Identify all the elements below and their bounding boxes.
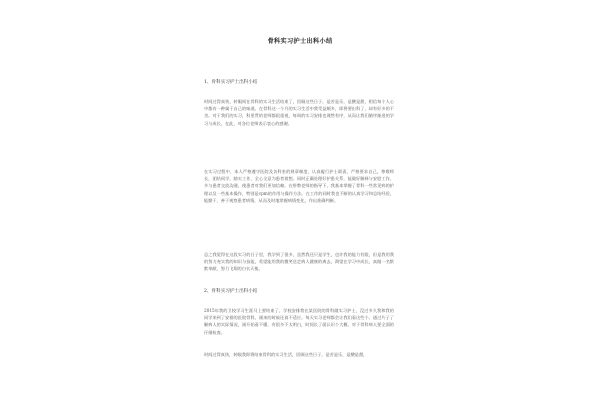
- section-heading-1: 1、骨科实习护士出科小结: [204, 80, 258, 85]
- paragraph-3: 总之我觉得在这段实习的日子里，我学到了很多，虽然我还只是学生，也许我的能力有限，但是我用我的努力充实我的知识与技能，希望能用我的微笑送走病人健康的离去，渴望在学习中成长，真做一名默默奉献、努力飞翔的白衣天使。: [204, 252, 394, 272]
- paragraph-1: 时间过得真快，转眼间在骨科的实习生活结束了，回顾这些日子，是苦是乐，是酸是甜，相信每个人心中都有一种属于自己的味道。在骨科这一个月的实习生活中我受益颇多，即将要出科了，却有好多的不舍。对于我们的实习，科里贯的老师都很重视，每周的实习安排也课然有序，从而让我们循序渐进的学习与成长，在此，对各位老师表示衷心的感谢。: [204, 99, 394, 126]
- section-heading-2: 2、骨科实习护士出科小结: [204, 289, 258, 294]
- document-title: 骨科实习护士出科小结: [267, 38, 333, 45]
- paragraph-2: 在实习过程中，本人严格遵守医院及各科室的规章制度，认真履行护士职责，严格要求自己，尊敬师长，团结同学，踏实工作，全心全意为患者着想。同时正确处理好护患关系，能做好解释与安慰工作，多与患者交流沟通，使患者对我们更加信赖。在带教老师的指导下，我基本掌握了骨科一些常见病的护理以及一些基本操作，特别是cpm的作用与操作方法。在工作的同时我也不断的认真学习和总结经验，能勤于、善于观察患者病情，从而及时地掌握病情变化，作出准确判断。: [204, 169, 394, 203]
- paragraph-4: 2015年我的卫校学习生涯马上要结束了，学校安排我在某医院的骨科做实习护士，没过多久我和我的同学来到了安排的医院骨科，刚来的时候还真不适应。每天实习老师都会让我们看这些个。通过片子了解病人的实际情况，刚开始看不懂，有很多不太明白，时间长了就认识个大概，对于骨科病人要全面的仔细检查。: [204, 308, 394, 335]
- paragraph-5: 时间过得真快，转眼我即将结束骨科的实习生活，回顾这些日子，是苦是乐，是酸是甜，: [204, 352, 368, 357]
